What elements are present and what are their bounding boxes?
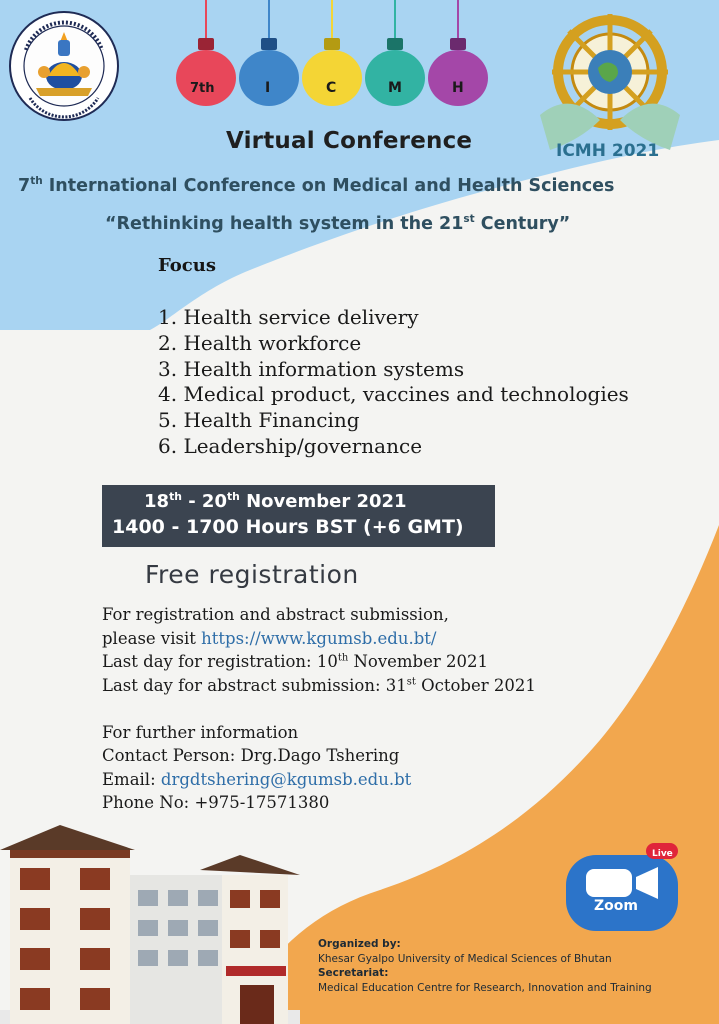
focus-item: 6. Leadership/governance <box>158 433 423 458</box>
university-logo <box>8 10 120 122</box>
registration-info <box>102 603 536 815</box>
live-badge: Live <box>652 849 673 859</box>
abstract-deadline: Last day for abstract submission: 31st October 2021 <box>102 675 536 695</box>
organizer-name: Khesar Gyalpo University of Medical Sciences of Bhutan <box>318 952 612 965</box>
organized-by-label: Organized by: <box>318 938 401 950</box>
focus-item: 5. Health Financing <box>158 408 360 433</box>
secretariat-label: Secretariat: <box>318 967 389 979</box>
virtual-conference-title: Virtual Conference <box>226 128 473 154</box>
focus-item: 3. Health information systems <box>158 356 465 381</box>
bulb-label-i: I <box>265 80 271 96</box>
contact-person: Contact Person: Drg.Dago Tshering <box>102 746 400 765</box>
focus-item: 4. Medical product, vaccines and technologies <box>158 382 629 407</box>
registration-deadline: Last day for registration: 10th November 2021 <box>102 652 489 671</box>
free-registration-heading: Free registration <box>145 560 359 589</box>
bulb-label-h: H <box>452 80 464 96</box>
registration-link[interactable]: https://www.kgumsb.edu.bt/ <box>201 628 437 648</box>
bulb-label-m: M <box>388 80 402 96</box>
email-link[interactable]: drgdtshering@kgumsb.edu.bt <box>160 769 412 789</box>
focus-list <box>158 305 629 460</box>
bulb-label-c: C <box>326 80 337 96</box>
conference-theme: “Rethinking health system in the 21st Century” <box>105 213 571 234</box>
contact-phone: Phone No: +975-17571380 <box>102 793 330 812</box>
registration-line: For registration and abstract submission, <box>102 605 449 624</box>
date-time-box <box>102 485 495 547</box>
secretariat-name: Medical Education Centre for Research, Innovation and Training <box>318 981 652 994</box>
conference-dates: 18th - 20th November 2021 <box>144 490 407 512</box>
dharma-wheel-icon <box>510 10 710 160</box>
focus-item: 2. Health workforce <box>158 330 362 355</box>
bulb-label-7th: 7th <box>190 81 215 96</box>
contact-email: Email: drgdtshering@kgumsb.edu.bt <box>102 769 412 789</box>
organizers-block <box>318 937 652 995</box>
conference-hours: 1400 - 1700 Hours BST (+6 GMT) <box>112 516 464 538</box>
university-building-image <box>0 820 300 1024</box>
focus-item: 1. Health service delivery <box>158 305 419 329</box>
conference-title: 7th International Conference on Medical and Health Sciences <box>18 175 615 196</box>
further-info-line: For further information <box>102 722 299 742</box>
registration-visit-line: please visit https://www.kgumsb.edu.bt/ <box>102 628 437 648</box>
zoom-label: Zoom <box>594 898 638 914</box>
focus-heading: Focus <box>158 255 216 276</box>
icmh-2021-label: ICMH 2021 <box>556 141 660 161</box>
